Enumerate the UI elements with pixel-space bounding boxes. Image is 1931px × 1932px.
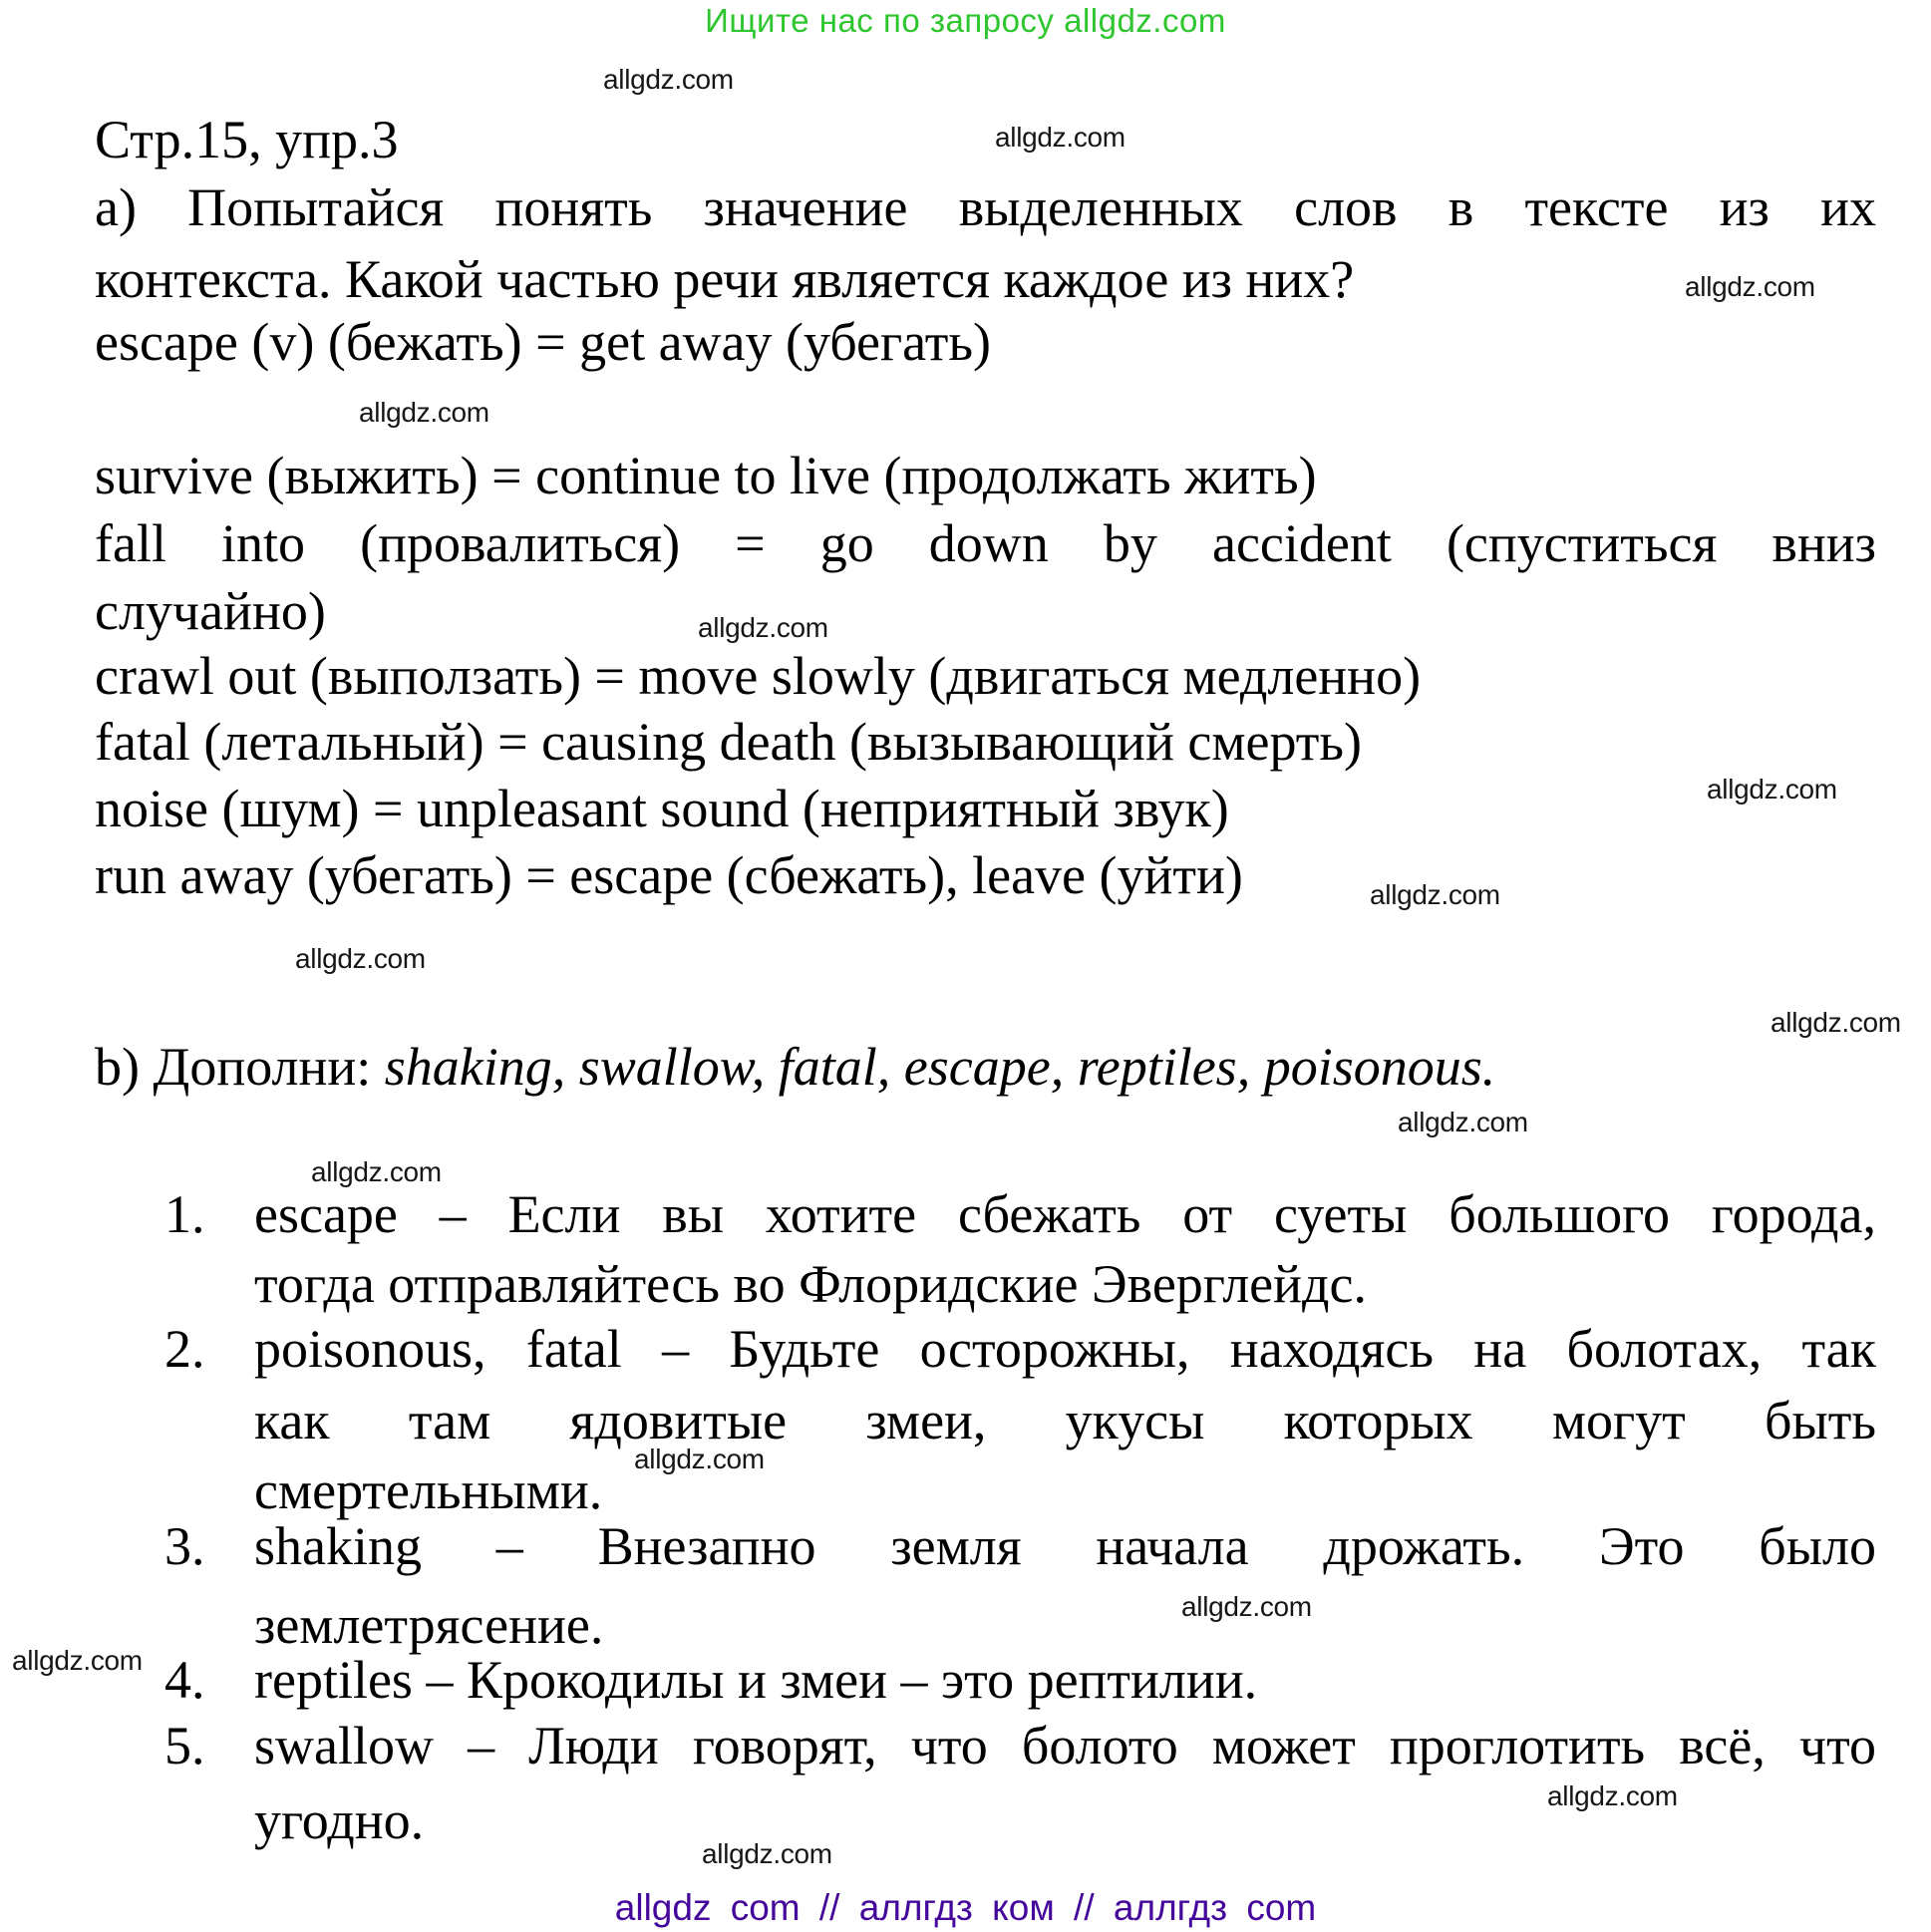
item-number: 1. (164, 1184, 205, 1244)
watermark: allgdz.com (12, 1645, 143, 1676)
watermark: allgdz.com (1770, 1007, 1901, 1038)
watermark: allgdz.com (1547, 1780, 1678, 1811)
item-5-line-2: угодно. (254, 1790, 425, 1850)
item-4-line-1: reptiles – Крокодилы и змеи – это рептилии. (254, 1650, 1258, 1710)
item-5-line-1: swallow – Люди говорят, что болото может проглотить всё, что (254, 1716, 1876, 1775)
watermark: allgdz.com (603, 64, 734, 95)
item-number: 3. (164, 1516, 205, 1576)
watermark: allgdz.com (295, 943, 426, 974)
watermark: allgdz.com (1707, 774, 1837, 805)
task-a-intro-line-2: контекста. Какой частью речи является каждое из них? (95, 249, 1355, 309)
watermark: allgdz.com (359, 397, 489, 428)
task-a-intro-line-1: a) Попытайся понять значение выделенных слов в тексте из их (95, 177, 1876, 237)
item-3-line-1: shaking – Внезапно земля начала дрожать. Это было (254, 1516, 1876, 1576)
watermark: allgdz.com (1685, 271, 1815, 302)
item-2-line-3: смертельными. (254, 1460, 603, 1520)
task-b-label: b) Дополни: (95, 1037, 385, 1097)
item-3-line-2: землетрясение. (254, 1595, 604, 1655)
definition-fatal: fatal (летальный) = causing death (вызывающий смерть) (95, 712, 1362, 772)
definition-run-away: run away (убегать) = escape (сбежать), leave (уйти) (95, 845, 1243, 905)
definition-escape: escape (v) (бежать) = get away (убегать) (95, 312, 991, 372)
page-title: Стр.15, упр.3 (95, 110, 399, 169)
watermark: allgdz.com (634, 1444, 765, 1474)
watermark: allgdz.com (1181, 1591, 1312, 1622)
definition-noise: noise (шум) = unpleasant sound (неприятный звук) (95, 779, 1229, 838)
task-b-word-list: shaking, swallow, fatal, escape, reptiles, poisonous. (384, 1037, 1496, 1097)
item-2-line-2: как там ядовитые змеи, укусы которых могут быть (254, 1391, 1876, 1450)
watermark: allgdz.com (698, 612, 828, 643)
item-number: 2. (164, 1319, 205, 1379)
promo-banner: Ищите нас по запросу allgdz.com (705, 2, 1226, 39)
definition-fall-into-line-2: случайно) (95, 581, 326, 641)
definition-crawl-out: crawl out (выползать) = move slowly (двигаться медленно) (95, 646, 1422, 706)
watermark: allgdz.com (311, 1156, 442, 1187)
footer-site-links: allgdz com // аллгдз ком // аллгдз com (614, 1887, 1317, 1928)
definition-survive: survive (выжить) = continue to live (продолжать жить) (95, 446, 1317, 505)
watermark: allgdz.com (1398, 1107, 1528, 1137)
watermark: allgdz.com (702, 1838, 832, 1869)
item-1-line-2: тогда отправляйтесь во Флоридские Эверглейдс. (254, 1254, 1367, 1314)
watermark: allgdz.com (995, 122, 1126, 153)
task-b-heading (95, 1037, 1495, 1097)
item-2-line-1: poisonous, fatal – Будьте осторожны, находясь на болотах, так (254, 1319, 1876, 1379)
item-number: 5. (164, 1716, 205, 1775)
definition-fall-into-line-1: fall into (провалиться) = go down by accident (спуститься вниз (95, 513, 1876, 573)
item-number: 4. (164, 1650, 205, 1710)
item-1-line-1: escape – Если вы хотите сбежать от суеты большого города, (254, 1184, 1876, 1244)
watermark: allgdz.com (1370, 879, 1500, 910)
